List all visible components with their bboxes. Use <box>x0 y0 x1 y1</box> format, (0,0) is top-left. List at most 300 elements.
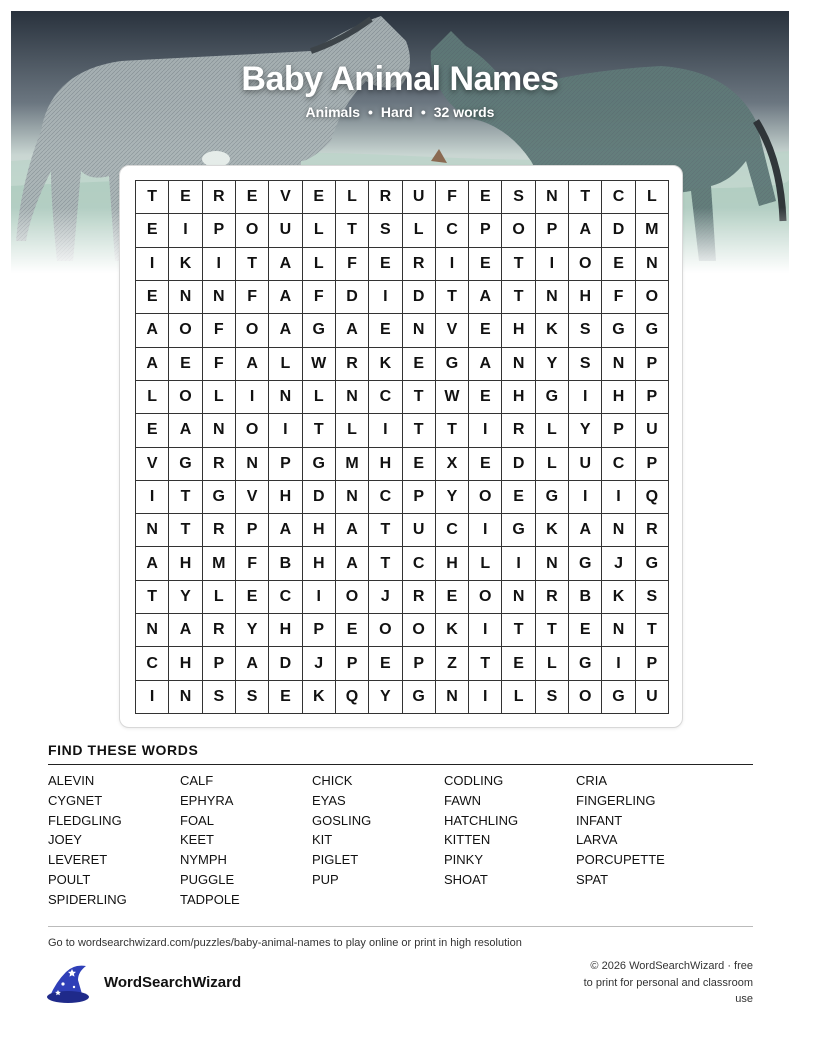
grid-cell[interactable]: T <box>502 281 535 314</box>
word-count-label: 32 words <box>433 104 495 120</box>
grid-cell[interactable]: L <box>536 647 569 680</box>
grid-cell[interactable]: T <box>536 614 569 647</box>
grid-cell[interactable]: G <box>569 647 602 680</box>
grid-cell[interactable]: E <box>602 248 635 281</box>
grid-cell[interactable]: U <box>569 448 602 481</box>
grid-cell[interactable]: L <box>303 214 336 247</box>
grid-cell[interactable]: E <box>469 248 502 281</box>
grid-cell[interactable]: L <box>336 414 369 447</box>
grid-cell[interactable]: S <box>536 681 569 714</box>
grid-cell[interactable]: P <box>536 214 569 247</box>
word-list-item: JOEY <box>48 832 82 848</box>
grid-cell[interactable]: A <box>469 281 502 314</box>
word-list-item: CALF <box>180 773 214 788</box>
grid-cell[interactable]: H <box>169 647 202 680</box>
grid-cell[interactable]: A <box>336 314 369 347</box>
grid-cell[interactable]: P <box>636 647 669 680</box>
grid-cell[interactable]: P <box>636 381 669 414</box>
grid-cell[interactable]: I <box>469 681 502 714</box>
word-list-item: GOSLING <box>312 812 372 828</box>
word-list-item: EYAS <box>312 792 346 808</box>
grid-cell[interactable]: L <box>203 381 236 414</box>
grid-cell[interactable]: E <box>403 348 436 381</box>
grid-cell[interactable]: E <box>436 581 469 614</box>
grid-cell[interactable]: T <box>303 414 336 447</box>
grid-cell[interactable]: E <box>502 481 535 514</box>
grid-cell[interactable]: G <box>436 348 469 381</box>
grid-cell[interactable]: H <box>502 314 535 347</box>
grid-cell[interactable]: O <box>236 414 269 447</box>
grid-cell[interactable]: E <box>403 448 436 481</box>
grid-cell[interactable]: J <box>602 547 635 580</box>
grid-cell[interactable]: G <box>403 681 436 714</box>
grid-cell[interactable]: I <box>136 681 169 714</box>
grid-cell[interactable]: O <box>636 281 669 314</box>
grid-cell[interactable]: I <box>169 214 202 247</box>
grid-cell[interactable]: P <box>336 647 369 680</box>
grid-cell[interactable]: H <box>269 614 302 647</box>
grid-cell[interactable]: J <box>369 581 402 614</box>
word-list-item: CHICK <box>312 773 353 788</box>
grid-cell[interactable]: V <box>136 448 169 481</box>
grid-cell[interactable]: F <box>602 281 635 314</box>
grid-cell[interactable]: C <box>369 481 402 514</box>
word-list-item: POULT <box>48 871 91 887</box>
grid-cell[interactable]: A <box>169 414 202 447</box>
grid-cell[interactable]: T <box>403 381 436 414</box>
grid-cell[interactable]: T <box>636 614 669 647</box>
grid-cell[interactable]: L <box>469 547 502 580</box>
grid-cell[interactable]: N <box>602 614 635 647</box>
grid-cell[interactable]: Y <box>536 348 569 381</box>
grid-cell[interactable]: F <box>203 314 236 347</box>
grid-cell[interactable]: F <box>436 181 469 214</box>
grid-cell[interactable]: Y <box>236 614 269 647</box>
word-list-item: PUP <box>312 871 339 887</box>
grid-cell[interactable]: N <box>436 681 469 714</box>
grid-cell[interactable]: P <box>303 614 336 647</box>
grid-cell[interactable]: E <box>469 381 502 414</box>
grid-cell[interactable]: E <box>369 248 402 281</box>
grid-cell[interactable]: T <box>436 414 469 447</box>
grid-cell[interactable]: T <box>169 481 202 514</box>
grid-cell[interactable]: J <box>303 647 336 680</box>
grid-cell[interactable]: V <box>269 181 302 214</box>
grid-cell[interactable]: H <box>303 514 336 547</box>
grid-cell[interactable]: G <box>602 314 635 347</box>
grid-cell[interactable]: G <box>636 314 669 347</box>
grid-cell[interactable]: U <box>403 181 436 214</box>
grid-cell[interactable]: N <box>269 381 302 414</box>
grid-cell[interactable]: T <box>502 614 535 647</box>
grid-cell[interactable]: N <box>403 314 436 347</box>
grid-cell[interactable]: S <box>236 681 269 714</box>
grid-cell[interactable]: E <box>169 181 202 214</box>
divider <box>48 926 753 927</box>
grid-cell[interactable]: S <box>203 681 236 714</box>
divider <box>48 764 753 765</box>
grid-cell[interactable]: I <box>269 414 302 447</box>
grid-cell[interactable]: I <box>602 481 635 514</box>
grid-cell[interactable]: I <box>369 281 402 314</box>
grid-cell[interactable]: I <box>136 248 169 281</box>
grid-cell[interactable]: T <box>169 514 202 547</box>
grid-cell[interactable]: E <box>269 681 302 714</box>
grid-cell[interactable]: N <box>169 281 202 314</box>
word-list-item: CYGNET <box>48 792 103 808</box>
grid-cell[interactable]: E <box>569 614 602 647</box>
grid-cell[interactable]: L <box>303 248 336 281</box>
grid-cell[interactable]: I <box>303 581 336 614</box>
word-list-item: TADPOLE <box>180 891 240 907</box>
grid-cell[interactable]: E <box>369 314 402 347</box>
grid-cell[interactable]: U <box>636 414 669 447</box>
grid-cell[interactable]: R <box>203 181 236 214</box>
grid-cell[interactable]: K <box>169 248 202 281</box>
grid-cell[interactable]: F <box>203 348 236 381</box>
grid-cell[interactable]: L <box>502 681 535 714</box>
grid-cell[interactable]: E <box>336 614 369 647</box>
category-label: Animals <box>305 104 361 120</box>
grid-cell[interactable]: Z <box>436 647 469 680</box>
grid-cell[interactable]: E <box>369 647 402 680</box>
grid-cell[interactable]: L <box>136 381 169 414</box>
grid-cell[interactable]: L <box>403 214 436 247</box>
grid-cell[interactable]: T <box>569 181 602 214</box>
grid-cell[interactable]: T <box>336 214 369 247</box>
grid-cell[interactable]: W <box>436 381 469 414</box>
word-list-item: KITTEN <box>444 832 491 848</box>
word-list <box>48 773 768 912</box>
grid-cell[interactable]: D <box>303 481 336 514</box>
grid-cell[interactable]: E <box>169 348 202 381</box>
grid-cell[interactable]: N <box>536 181 569 214</box>
grid-cell[interactable]: U <box>269 214 302 247</box>
word-list-item: PUGGLE <box>180 871 235 887</box>
grid-cell[interactable]: I <box>569 381 602 414</box>
grid-cell[interactable]: A <box>269 314 302 347</box>
grid-cell[interactable]: L <box>203 581 236 614</box>
grid-cell[interactable]: I <box>502 547 535 580</box>
grid-cell[interactable]: C <box>602 181 635 214</box>
grid-cell[interactable]: N <box>336 381 369 414</box>
grid-cell[interactable]: P <box>203 214 236 247</box>
word-list-item: LARVA <box>576 832 618 848</box>
grid-cell[interactable]: I <box>469 414 502 447</box>
grid-cell[interactable]: T <box>502 248 535 281</box>
grid-cell[interactable]: E <box>469 314 502 347</box>
grid-cell[interactable]: F <box>336 248 369 281</box>
grid-cell[interactable]: E <box>136 214 169 247</box>
grid-cell[interactable]: K <box>536 314 569 347</box>
grid-cell[interactable]: G <box>569 547 602 580</box>
grid-cell[interactable]: I <box>536 248 569 281</box>
grid-cell[interactable]: G <box>536 381 569 414</box>
grid-cell[interactable]: F <box>236 547 269 580</box>
grid-cell[interactable]: H <box>569 281 602 314</box>
grid-cell[interactable]: S <box>569 348 602 381</box>
grid-cell[interactable]: N <box>602 514 635 547</box>
grid-cell[interactable]: H <box>436 547 469 580</box>
grid-cell[interactable]: K <box>369 348 402 381</box>
grid-cell[interactable]: G <box>602 681 635 714</box>
grid-cell[interactable]: A <box>136 314 169 347</box>
grid-cell[interactable]: C <box>269 581 302 614</box>
grid-cell[interactable]: S <box>369 214 402 247</box>
grid-cell[interactable]: A <box>269 248 302 281</box>
grid-cell[interactable]: E <box>303 181 336 214</box>
grid-cell[interactable]: O <box>336 581 369 614</box>
grid-cell[interactable]: N <box>136 614 169 647</box>
grid-cell[interactable]: T <box>136 581 169 614</box>
grid-cell[interactable]: C <box>602 448 635 481</box>
page-title: Baby Animal Names <box>241 60 559 98</box>
grid-cell[interactable]: E <box>136 414 169 447</box>
grid-cell[interactable]: O <box>236 314 269 347</box>
grid-cell[interactable]: O <box>369 614 402 647</box>
word-list-item: FAWN <box>444 792 482 808</box>
word-list-item: INFANT <box>576 812 623 828</box>
grid-cell[interactable]: A <box>469 348 502 381</box>
grid-cell[interactable]: P <box>403 481 436 514</box>
footer-link-text[interactable]: Go to wordsearchwizard.com/puzzles/baby-animal-names to play online or print in high resolution <box>48 937 522 949</box>
word-list-item: KIT <box>312 832 333 848</box>
grid-cell[interactable]: G <box>303 448 336 481</box>
grid-cell[interactable]: M <box>203 547 236 580</box>
grid-cell[interactable]: R <box>336 348 369 381</box>
grid-cell[interactable]: K <box>536 514 569 547</box>
grid-cell[interactable]: C <box>369 381 402 414</box>
grid-cell[interactable]: N <box>636 248 669 281</box>
grid-cell[interactable]: E <box>136 281 169 314</box>
grid-cell[interactable]: V <box>436 314 469 347</box>
grid-cell[interactable]: A <box>236 647 269 680</box>
grid-cell[interactable]: Q <box>636 481 669 514</box>
grid-cell[interactable]: M <box>336 448 369 481</box>
grid-cell[interactable]: R <box>636 514 669 547</box>
grid-cell[interactable]: L <box>536 448 569 481</box>
grid-cell[interactable]: A <box>336 547 369 580</box>
grid-cell[interactable]: R <box>203 614 236 647</box>
grid-cell[interactable]: E <box>469 181 502 214</box>
grid-cell[interactable]: A <box>336 514 369 547</box>
grid-cell[interactable]: A <box>269 281 302 314</box>
grid-cell[interactable]: D <box>269 647 302 680</box>
grid-cell[interactable]: X <box>436 448 469 481</box>
grid-cell[interactable]: D <box>336 281 369 314</box>
grid-cell[interactable]: A <box>569 214 602 247</box>
grid-cell[interactable]: W <box>303 348 336 381</box>
grid-cell[interactable]: C <box>136 647 169 680</box>
separator-dot: • <box>368 104 373 120</box>
brand-name: WordSearchWizard <box>104 974 242 991</box>
copyright-text: © 2026 WordSearchWizard · free to print for personal and classroom use <box>583 960 753 1005</box>
grid-cell[interactable]: T <box>369 514 402 547</box>
grid-cell[interactable]: P <box>269 448 302 481</box>
grid-cell[interactable]: E <box>236 181 269 214</box>
word-list-item: NYMPH <box>180 852 227 868</box>
grid-cell[interactable]: L <box>269 348 302 381</box>
grid-cell[interactable]: R <box>203 448 236 481</box>
grid-cell[interactable]: N <box>502 581 535 614</box>
grid-cell[interactable]: L <box>336 181 369 214</box>
grid-cell[interactable]: S <box>569 314 602 347</box>
grid-cell[interactable]: I <box>369 414 402 447</box>
word-list-item: SPAT <box>576 871 609 887</box>
grid-cell[interactable]: L <box>303 381 336 414</box>
grid-cell[interactable]: A <box>136 348 169 381</box>
grid-cell[interactable]: N <box>536 547 569 580</box>
grid-cell[interactable]: B <box>569 581 602 614</box>
grid-cell[interactable]: D <box>403 281 436 314</box>
grid-cell[interactable]: E <box>236 581 269 614</box>
grid-cell[interactable]: G <box>536 481 569 514</box>
grid-cell[interactable]: O <box>236 214 269 247</box>
grid-cell[interactable]: I <box>136 481 169 514</box>
puzzle-card <box>119 165 683 728</box>
grid-cell[interactable]: A <box>136 547 169 580</box>
grid-cell[interactable]: H <box>303 547 336 580</box>
grid-cell[interactable]: Q <box>336 681 369 714</box>
grid-cell[interactable]: I <box>236 381 269 414</box>
grid-cell[interactable]: P <box>636 348 669 381</box>
grid-cell[interactable]: R <box>403 581 436 614</box>
grid-cell[interactable]: N <box>203 414 236 447</box>
grid-cell[interactable]: H <box>602 381 635 414</box>
word-list-item: SPIDERLING <box>48 891 127 907</box>
word-list-heading: FIND THESE WORDS <box>48 742 199 758</box>
grid-cell[interactable]: S <box>636 581 669 614</box>
grid-cell[interactable]: I <box>469 514 502 547</box>
word-list-item: HATCHLING <box>444 812 519 828</box>
grid-cell[interactable]: P <box>203 647 236 680</box>
grid-cell[interactable]: I <box>469 614 502 647</box>
grid-cell[interactable]: R <box>536 581 569 614</box>
word-list-item: FINGERLING <box>576 792 656 808</box>
grid-cell[interactable]: O <box>469 581 502 614</box>
grid-cell[interactable]: O <box>502 214 535 247</box>
grid-cell[interactable]: H <box>369 448 402 481</box>
grid-cell[interactable]: P <box>236 514 269 547</box>
grid-cell[interactable]: N <box>336 481 369 514</box>
grid-cell[interactable]: L <box>536 414 569 447</box>
grid-cell[interactable]: A <box>236 348 269 381</box>
grid-cell[interactable]: G <box>636 547 669 580</box>
grid-cell[interactable]: P <box>403 647 436 680</box>
word-list-item: SHOAT <box>444 871 488 887</box>
word-list-item: PIGLET <box>312 852 359 868</box>
grid-cell[interactable]: G <box>203 481 236 514</box>
grid-cell[interactable]: H <box>502 381 535 414</box>
grid-cell[interactable]: Y <box>169 581 202 614</box>
grid-cell[interactable]: N <box>136 514 169 547</box>
word-list-item: CODLING <box>444 773 504 788</box>
grid-cell[interactable]: E <box>469 448 502 481</box>
grid-cell[interactable]: U <box>403 514 436 547</box>
grid-cell[interactable]: U <box>636 681 669 714</box>
grid-cell[interactable]: R <box>203 514 236 547</box>
grid-cell[interactable]: P <box>469 214 502 247</box>
grid-cell[interactable]: O <box>169 314 202 347</box>
word-list-item: LEVERET <box>48 852 108 868</box>
grid-cell[interactable]: Y <box>369 681 402 714</box>
grid-cell[interactable]: C <box>403 547 436 580</box>
grid-cell[interactable]: Y <box>569 414 602 447</box>
grid-cell[interactable]: T <box>436 281 469 314</box>
grid-cell[interactable]: O <box>569 248 602 281</box>
grid-cell[interactable]: G <box>169 448 202 481</box>
grid-cell[interactable]: K <box>303 681 336 714</box>
grid-cell[interactable]: D <box>602 214 635 247</box>
grid-cell[interactable]: T <box>369 547 402 580</box>
grid-cell[interactable]: O <box>469 481 502 514</box>
grid-cell[interactable]: O <box>569 681 602 714</box>
grid-cell[interactable]: C <box>436 514 469 547</box>
word-list-item: CRIA <box>576 773 608 788</box>
letter-grid[interactable] <box>135 180 669 714</box>
grid-cell[interactable]: R <box>369 181 402 214</box>
puzzle-meta <box>0 104 800 120</box>
word-list-item: EPHYRA <box>180 792 234 808</box>
grid-cell[interactable]: O <box>169 381 202 414</box>
grid-cell[interactable]: R <box>403 248 436 281</box>
grid-cell[interactable]: N <box>602 348 635 381</box>
grid-cell[interactable]: T <box>469 647 502 680</box>
grid-cell[interactable]: D <box>502 448 535 481</box>
grid-cell[interactable]: H <box>169 547 202 580</box>
grid-cell[interactable]: B <box>269 547 302 580</box>
grid-cell[interactable]: I <box>203 248 236 281</box>
grid-cell[interactable]: N <box>236 448 269 481</box>
grid-cell[interactable]: I <box>436 248 469 281</box>
grid-cell[interactable]: T <box>136 181 169 214</box>
grid-cell[interactable]: C <box>436 214 469 247</box>
grid-cell[interactable]: T <box>403 414 436 447</box>
grid-cell[interactable]: E <box>502 647 535 680</box>
grid-cell[interactable]: Y <box>436 481 469 514</box>
grid-cell[interactable]: P <box>602 414 635 447</box>
grid-cell[interactable]: N <box>536 281 569 314</box>
grid-cell[interactable]: N <box>169 681 202 714</box>
grid-cell[interactable]: G <box>303 314 336 347</box>
grid-cell[interactable]: N <box>203 281 236 314</box>
grid-cell[interactable]: A <box>169 614 202 647</box>
grid-cell[interactable]: A <box>269 514 302 547</box>
wizard-hat-icon <box>46 962 94 1009</box>
grid-cell[interactable]: N <box>502 348 535 381</box>
grid-cell[interactable]: O <box>403 614 436 647</box>
grid-cell[interactable]: H <box>269 481 302 514</box>
grid-cell[interactable]: I <box>602 647 635 680</box>
grid-cell[interactable]: I <box>569 481 602 514</box>
grid-cell[interactable]: F <box>236 281 269 314</box>
grid-cell[interactable]: F <box>303 281 336 314</box>
grid-cell[interactable]: G <box>502 514 535 547</box>
word-list-item: PORCUPETTE <box>576 852 665 868</box>
grid-cell[interactable]: S <box>502 181 535 214</box>
difficulty-label: Hard <box>380 104 413 120</box>
grid-cell[interactable]: A <box>569 514 602 547</box>
word-list-item: ALEVIN <box>48 773 95 788</box>
grid-cell[interactable]: L <box>636 181 669 214</box>
grid-cell[interactable]: V <box>236 481 269 514</box>
grid-cell[interactable]: K <box>602 581 635 614</box>
grid-cell[interactable]: P <box>636 448 669 481</box>
grid-cell[interactable]: R <box>502 414 535 447</box>
grid-cell[interactable]: K <box>436 614 469 647</box>
grid-cell[interactable]: M <box>636 214 669 247</box>
grid-cell[interactable]: T <box>236 248 269 281</box>
